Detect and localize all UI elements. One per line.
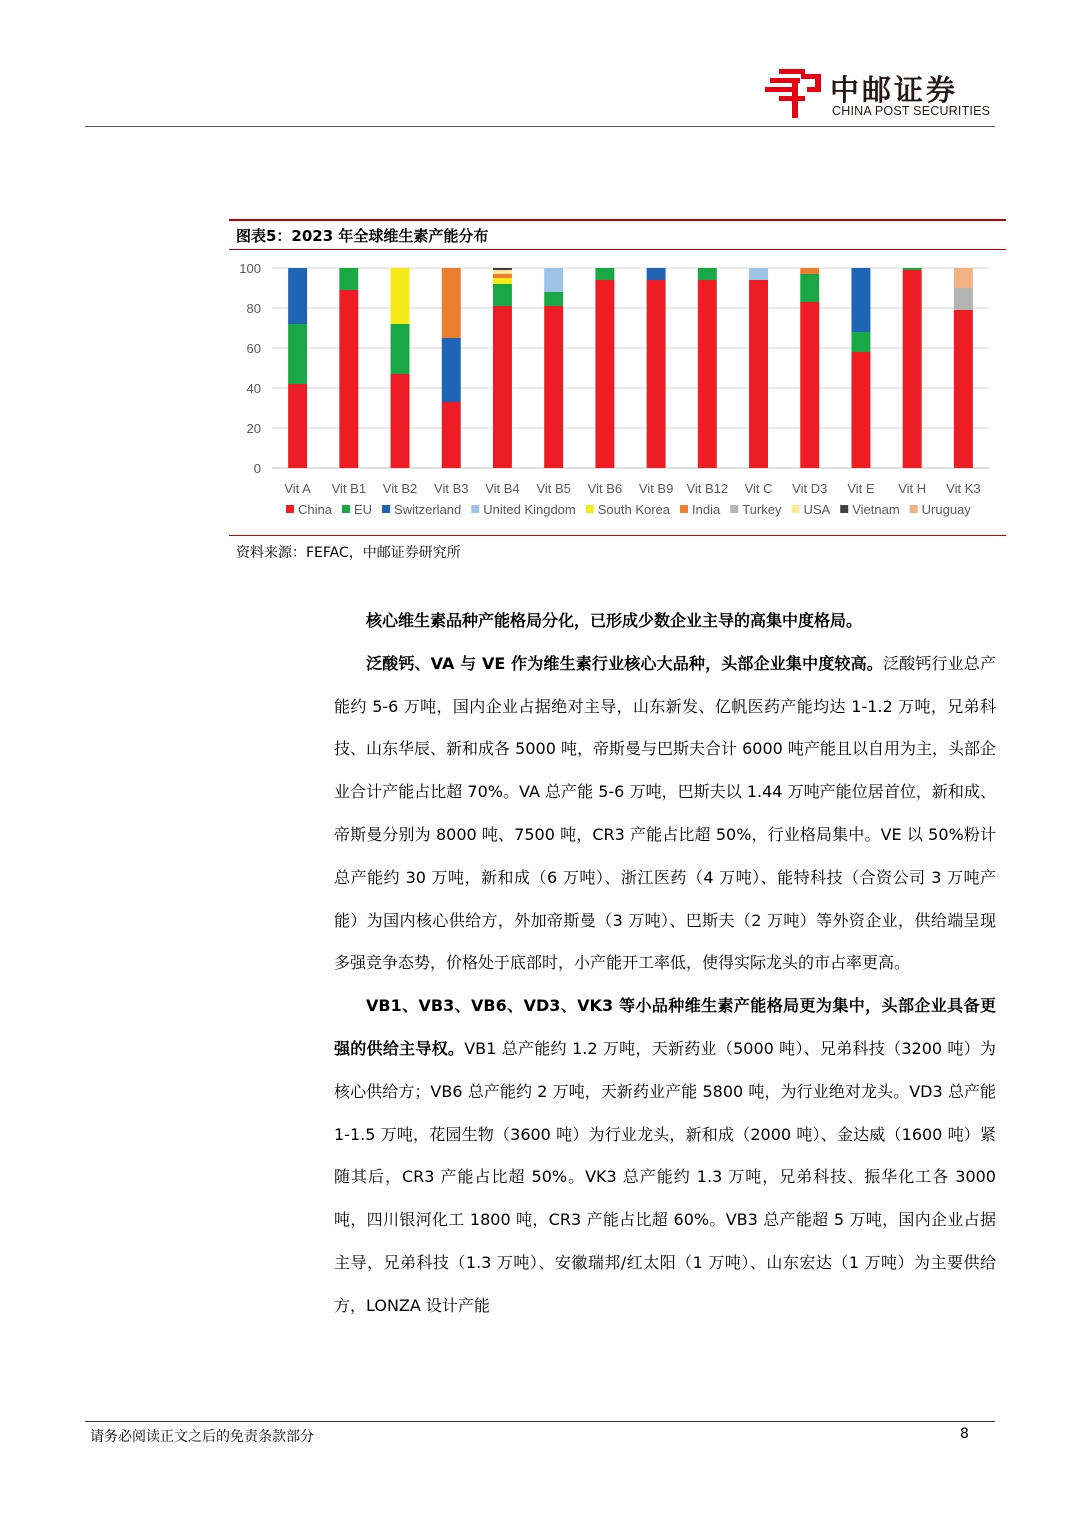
bar-segment — [391, 268, 410, 324]
legend-label: Switzerland — [394, 502, 462, 517]
legend-swatch — [382, 505, 390, 513]
legend-label: USA — [803, 502, 831, 517]
bar-segment — [493, 270, 512, 274]
legend-swatch — [791, 505, 799, 513]
legend-swatch — [586, 505, 594, 513]
bar-segment — [442, 338, 461, 402]
figure-top-rule — [229, 219, 1006, 221]
legend-label: EU — [353, 502, 373, 517]
x-tick-label: Vit H — [898, 481, 927, 496]
bar-segment — [339, 268, 358, 290]
x-tick-label: Vit B2 — [382, 481, 418, 496]
paragraph-minor-vitamins — [334, 985, 996, 1327]
bar-segment — [800, 302, 819, 468]
brand-logo — [765, 66, 1000, 121]
footer-disclaimer: 请务必阅读正文之后的免责条款部分 — [90, 1429, 314, 1445]
y-tick-label: 20 — [246, 421, 261, 436]
legend-swatch — [286, 505, 294, 513]
bar-segment — [954, 310, 973, 468]
legend-swatch — [910, 505, 918, 513]
bar-segment — [954, 288, 973, 310]
figure-source: 资料来源：FEFAC，中邮证券研究所 — [236, 545, 461, 561]
bar-segment — [851, 332, 870, 352]
legend-label: South Korea — [597, 502, 671, 517]
legend-swatch — [840, 505, 848, 513]
bar-segment — [647, 280, 666, 468]
china-post-logo-icon — [765, 66, 827, 121]
legend-label: China — [298, 502, 332, 517]
x-tick-label: Vit D3 — [792, 481, 828, 496]
bar-segment — [391, 324, 410, 374]
bar-segment — [288, 324, 307, 384]
bar-segment — [493, 268, 512, 270]
bar-segment — [647, 268, 666, 280]
x-tick-label: Vit E — [847, 481, 875, 496]
brand-name-cn: 中邮证券 — [830, 73, 959, 107]
legend-label: Vietnam — [852, 502, 900, 517]
brand-name-en: CHINA POST SECURITIES — [832, 104, 991, 118]
bar-segment — [800, 274, 819, 302]
bar-segment — [800, 268, 819, 274]
paragraph-heading-text: 核心维生素品种产能格局分化，已形成少数企业主导的高集中度格局。 — [366, 611, 863, 630]
bar-segment — [749, 268, 768, 280]
bar-segment — [493, 278, 512, 284]
paragraph-body: VB1 总产能约 1.2 万吨，天新药业（5000 吨）、兄弟科技（3200 吨）为核心供给方；VB6 总产能约 2 万吨，天新药业产能 5800 吨，为行业绝对龙头。VD3 总产能 1-1.5 万吨，花园生物（3600 吨）为行业龙头，新和成（2000 吨）、金达威（1600 吨）紧随其后，CR3 产能占比超 50%。VK3 总产能约 1.3 万吨，兄弟科技、振华化工各 3000 吨，四川银河化工 1800 吨，CR3 产能占比超 60%。VB3 总产能超 5 万吨，国内企业占据主导，兄弟科技（1.3 万吨）、安徽瑞邦/红太阳（1 万吨）、山东宏达（1 万吨）为主要供给方，LONZA 设计产能 — [334, 1038, 996, 1315]
bar-segment — [288, 268, 307, 324]
x-tick-label: Vit K3 — [946, 481, 981, 496]
figure-bottom-rule — [229, 535, 1006, 536]
bar-segment — [288, 384, 307, 468]
y-tick-label: 80 — [246, 301, 261, 316]
x-tick-label: Vit B12 — [686, 481, 729, 496]
legend-label: Uruguay — [921, 502, 971, 517]
x-tick-label: Vit B1 — [331, 481, 367, 496]
bar-segment — [698, 280, 717, 468]
stacked-bar-chart — [229, 252, 1006, 534]
bar-segment — [391, 374, 410, 468]
page-number: 8 — [960, 1426, 969, 1442]
legend-label: United Kingdom — [483, 502, 576, 517]
bar-segment — [851, 352, 870, 468]
x-tick-label: Vit B9 — [638, 481, 674, 496]
bar-segment — [493, 274, 512, 278]
legend-swatch — [730, 505, 738, 513]
y-tick-label: 0 — [253, 461, 261, 476]
bar-segment — [339, 290, 358, 468]
bar-segment — [595, 268, 614, 280]
bar-segment — [544, 306, 563, 468]
bar-segment — [851, 268, 870, 332]
bar-segment — [903, 268, 922, 270]
bar-segment — [493, 306, 512, 468]
legend-swatch — [680, 505, 688, 513]
legend-swatch — [342, 505, 350, 513]
legend-label: India — [692, 502, 721, 517]
bar-segment — [954, 268, 973, 288]
bar-segment — [544, 292, 563, 306]
x-tick-label: Vit A — [284, 481, 311, 496]
x-tick-label: Vit B4 — [485, 481, 520, 496]
bar-segment — [442, 268, 461, 338]
bar-segment — [442, 402, 461, 468]
bar-segment — [749, 280, 768, 468]
bar-segment — [903, 270, 922, 468]
x-tick-label: Vit B6 — [587, 481, 623, 496]
bar-segment — [544, 268, 563, 292]
y-tick-label: 100 — [239, 261, 261, 276]
paragraph-body: 泛酸钙行业总产能约 5-6 万吨，国内企业占据绝对主导，山东新发、亿帆医药产能均达 1-1.2 万吨，兄弟科技、山东华辰、新和成各 5000 吨，帝斯曼与巴斯夫合计 6000 吨产能且以自用为主，头部企业合计产能占比超 70%。VA 总产能 5-6 万吨，巴斯夫以 1.44 万吨产能位居首位，新和成、帝斯曼分别为 8000 吨、7500 吨，CR3 产能占比超 50%，行业格局集中。VE 以 50%粉计总产能约 30 万吨，新和成（6 万吨）、浙江医药（4 万吨）、能特科技（合资公司 3 万吨产能）为国内核心供给方，外加帝斯曼（3 万吨）、巴斯夫（2 万吨）等外资企业，供给端呈现多强竞争态势，价格处于底部时，小产能开工率低，使得实际龙头的市占率更高。 — [334, 653, 996, 973]
x-tick-label: Vit C — [744, 481, 773, 496]
paragraph-lead: 泛酸钙、VA 与 VE 作为维生素行业核心大品种，头部企业集中度较高。 — [366, 653, 883, 673]
x-tick-label: Vit B3 — [434, 481, 469, 496]
figure-title-rule — [229, 249, 1006, 250]
legend-label: Turkey — [742, 502, 782, 517]
paragraph-lead: VB1、VB3、VB6、VD3、VK3 等小品种维生素产能格局更为集中，头部企业具备更强的供给主导权。 — [334, 996, 996, 1058]
paragraph-major-vitamins — [334, 643, 996, 985]
footer-divider — [85, 1421, 995, 1422]
y-tick-label: 60 — [246, 341, 261, 356]
bar-segment — [493, 284, 512, 306]
paragraph-heading — [334, 600, 996, 643]
x-tick-label: Vit B5 — [536, 481, 571, 496]
bar-segment — [698, 268, 717, 280]
figure-title: 图表5：2023 年全球维生素产能分布 — [236, 227, 489, 245]
body-text — [334, 600, 996, 1328]
y-tick-label: 40 — [246, 381, 261, 396]
bar-segment — [595, 280, 614, 468]
header-divider — [85, 126, 995, 127]
legend-swatch — [471, 505, 479, 513]
